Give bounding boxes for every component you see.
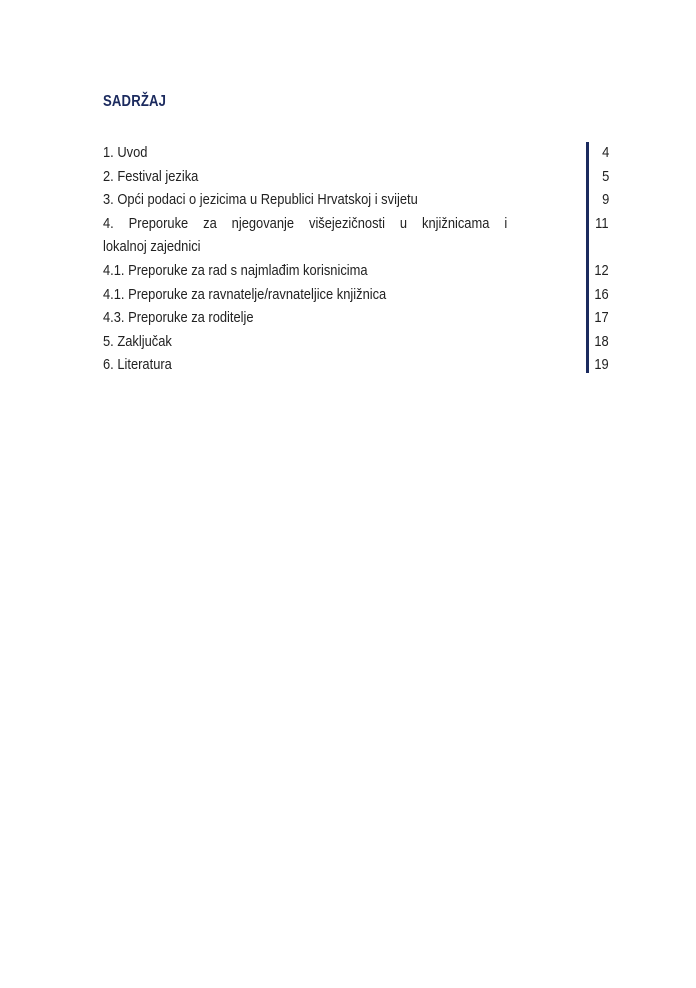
toc-entry-label: 4.1. Preporuke za rad s najmlađim korisnicima [103, 261, 368, 279]
toc-entry-label: 5. Zaključak [103, 332, 172, 350]
toc-entry-zakljucak[interactable] [103, 330, 611, 354]
toc-entry-opci-podaci[interactable] [103, 188, 611, 212]
toc-page-number: 9 [601, 191, 609, 209]
toc-entry-label [103, 212, 507, 259]
toc-page-number: 16 [594, 285, 609, 303]
toc-entry-festival-jezika[interactable] [103, 165, 611, 189]
toc-entry-uvod[interactable] [103, 141, 611, 165]
toc-entry-label-line-1: 4. Preporuke za njegovanje višejezičnosti u knjižnicama i [103, 214, 508, 232]
toc-entry-label: 3. Opći podaci o jezicima u Republici Hrvatskoj i svijetu [103, 191, 418, 209]
toc-entry-label: 2. Festival jezika [103, 167, 199, 185]
toc-entry-label: 4.1. Preporuke za ravnatelje/ravnateljice knjižnica [103, 285, 387, 303]
toc-page-number: 17 [594, 309, 609, 327]
toc-entry-label: 4.3. Preporuke za roditelje [103, 309, 254, 327]
toc-entry-najmladi-korisnici[interactable] [103, 259, 611, 283]
toc-page-number: 11 [595, 214, 609, 232]
table-of-contents [103, 141, 611, 377]
toc-entry-preporuke[interactable] [103, 212, 611, 259]
toc-page-number: 18 [594, 332, 609, 350]
toc-entry-ravnatelji[interactable] [103, 283, 611, 307]
toc-entry-label: 1. Uvod [103, 144, 148, 161]
toc-page-number: 4 [601, 144, 609, 161]
toc-entry-label-line-2: lokalnoj zajednici [103, 238, 201, 256]
toc-page-number: 5 [601, 167, 609, 185]
toc-heading: SADRŽAJ [103, 93, 167, 110]
toc-entry-literatura[interactable] [103, 353, 611, 377]
toc-page-number: 12 [594, 261, 609, 279]
toc-entry-label: 6. Literatura [103, 356, 172, 374]
toc-page-number: 19 [594, 356, 609, 374]
toc-entry-roditelji[interactable] [103, 306, 611, 330]
